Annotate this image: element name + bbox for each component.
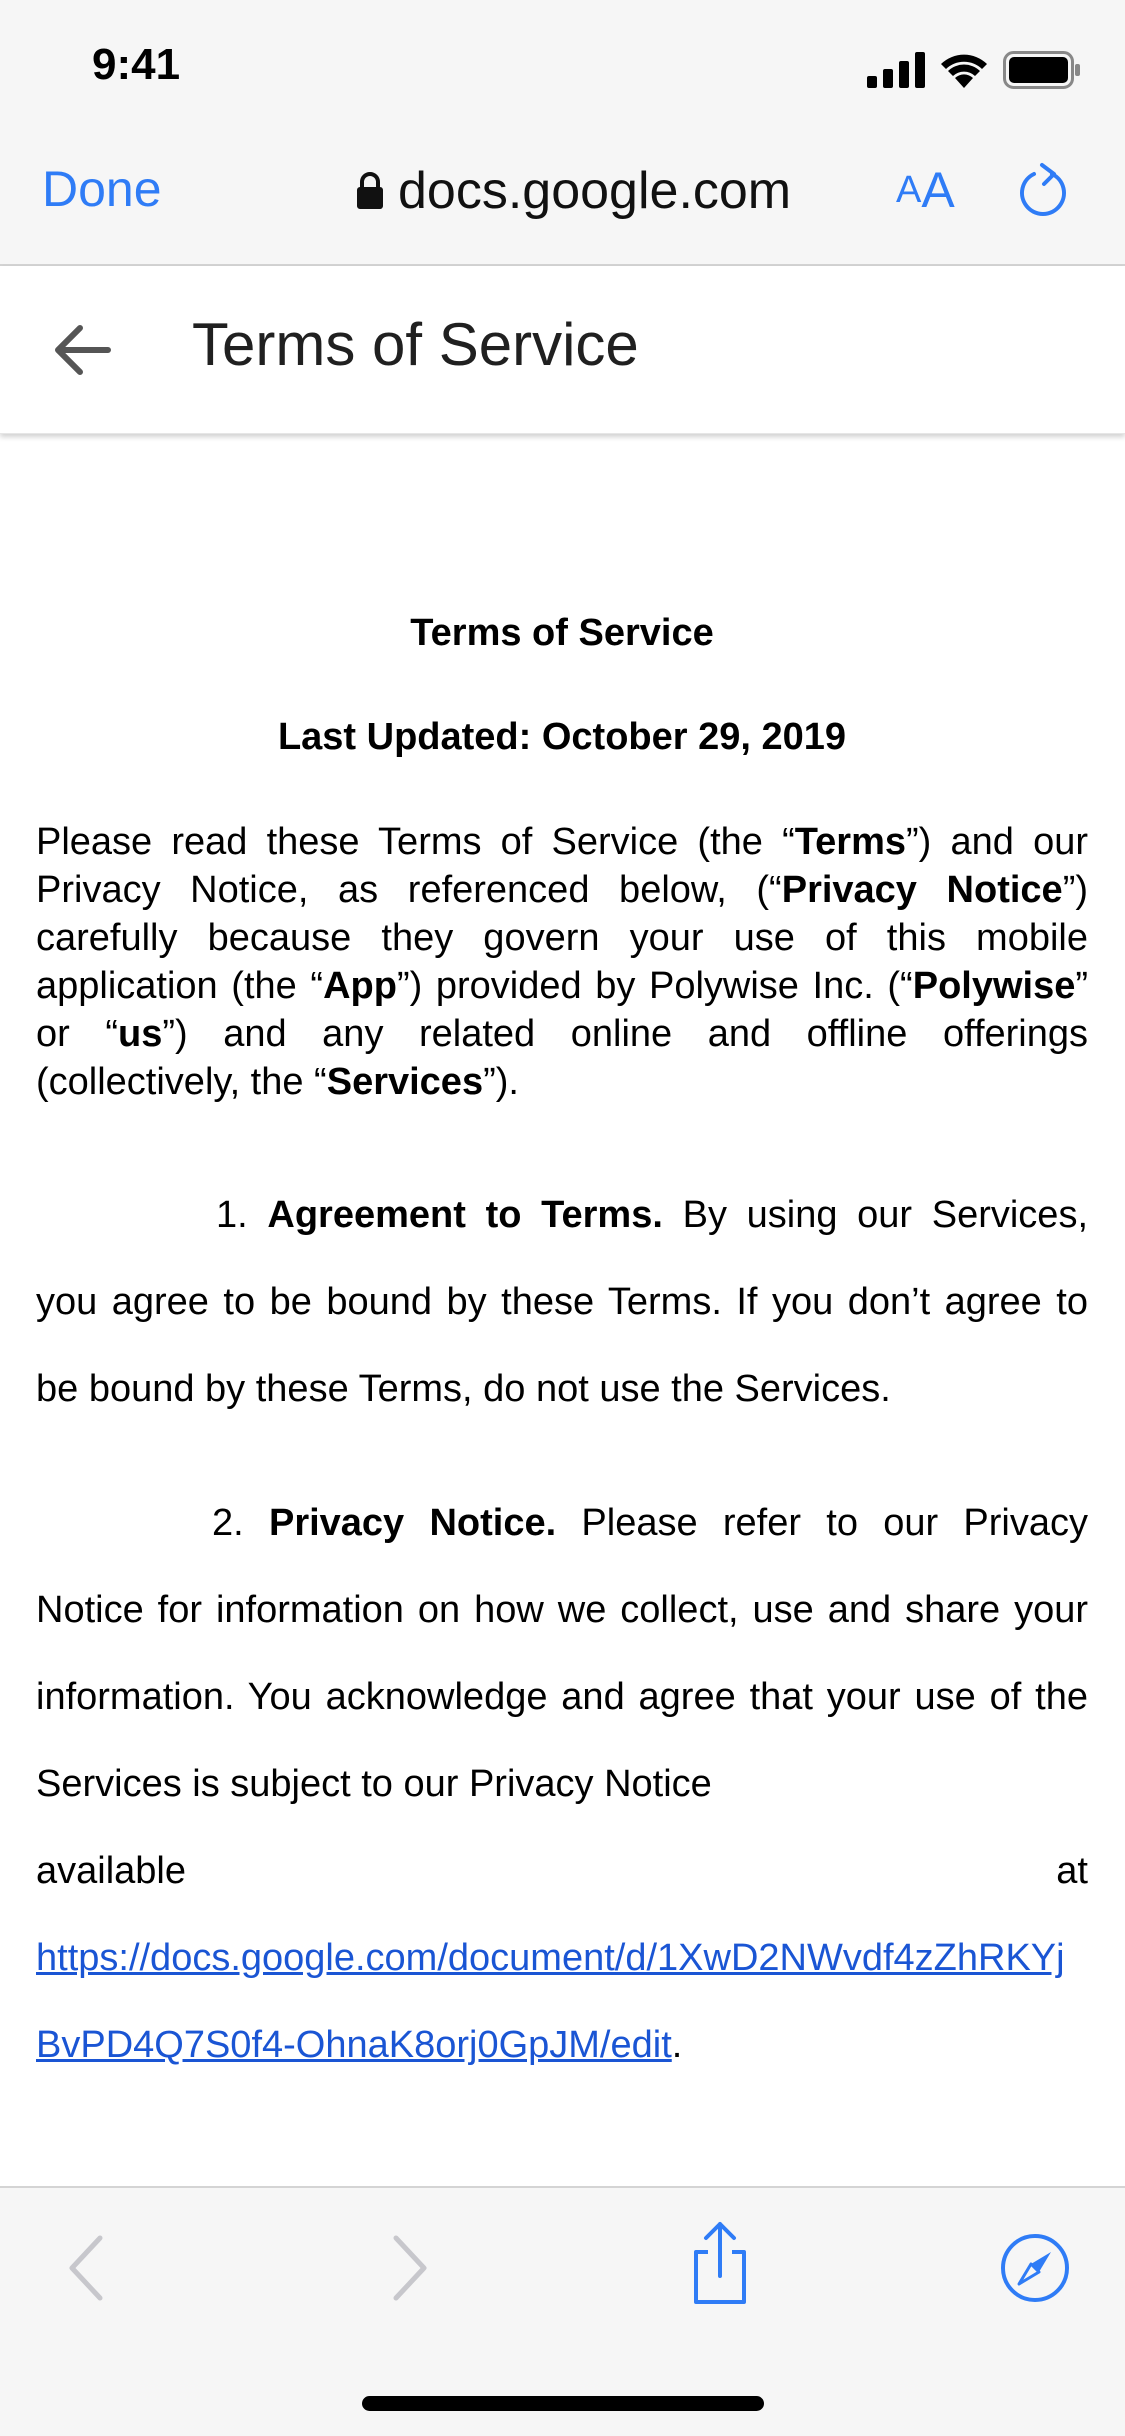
intro-text: ” or “ bbox=[36, 965, 1089, 1055]
link-period: . bbox=[671, 2024, 683, 2066]
status-time: 9:41 bbox=[92, 40, 181, 89]
at-word: at bbox=[1056, 1850, 1088, 1892]
section-number: 1. bbox=[216, 1194, 248, 1236]
back-button[interactable] bbox=[50, 314, 116, 386]
intro-text: ”) provided by Polywise Inc. (“ bbox=[396, 965, 913, 1007]
intro-text: ”) and any related online and offline offerings (collectively, the “ bbox=[36, 1013, 1088, 1103]
address-bar[interactable] bbox=[356, 156, 791, 226]
chevron-left-icon bbox=[48, 2228, 128, 2308]
section-number: 2. bbox=[212, 1502, 244, 1544]
browser-back-button[interactable] bbox=[48, 2228, 128, 2308]
browser-forward-button[interactable] bbox=[368, 2228, 448, 2308]
section-privacy-body bbox=[36, 1480, 1088, 1828]
intro-bold: Services bbox=[326, 1061, 484, 1103]
compass-icon bbox=[995, 2228, 1075, 2308]
url-text: docs.google.com bbox=[398, 162, 792, 220]
intro-bold: us bbox=[118, 1013, 163, 1055]
status-icons bbox=[867, 50, 1081, 90]
page-title: Terms of Service bbox=[192, 311, 639, 378]
share-icon bbox=[680, 2218, 760, 2308]
share-button[interactable] bbox=[680, 2218, 760, 2298]
section-agreement bbox=[36, 1172, 1088, 1433]
cellular-signal-icon bbox=[867, 52, 925, 88]
section-body: By using our Services, you agree to be bound by these Terms. If you don’t agree to be bound by these Terms, do not use the Services. bbox=[36, 1194, 1089, 1410]
lock-icon bbox=[356, 172, 384, 210]
status-bar bbox=[0, 0, 1125, 130]
privacy-notice-link[interactable]: https://docs.google.com/document/d/1XwD2NWvdf4zZhRKYjBvPD4Q7S0f4-OhnaK8orj0GpJM/edit bbox=[36, 1937, 1065, 2066]
intro-text: Please read these Terms of Service (the “ bbox=[36, 821, 795, 863]
intro-bold: Terms bbox=[794, 821, 906, 863]
section-heading: Agreement to Terms. bbox=[267, 1194, 663, 1236]
arrow-left-icon bbox=[50, 314, 116, 386]
intro-bold: App bbox=[323, 965, 397, 1007]
section-privacy bbox=[36, 1480, 1088, 2089]
privacy-link-line bbox=[36, 1915, 1088, 2089]
app-header bbox=[0, 266, 1125, 434]
text-size-small-label: A bbox=[896, 169, 922, 211]
wifi-icon bbox=[939, 52, 989, 88]
battery-icon bbox=[1003, 51, 1081, 89]
chevron-right-icon bbox=[368, 2228, 448, 2308]
available-at-line bbox=[36, 1828, 1088, 1915]
intro-text: ”). bbox=[483, 1061, 519, 1103]
text-size-large-label: A bbox=[921, 162, 955, 218]
browser-bar bbox=[0, 130, 1125, 266]
text-size-button[interactable] bbox=[896, 164, 955, 216]
reload-button[interactable] bbox=[1016, 162, 1072, 222]
section-heading: Privacy Notice. bbox=[268, 1502, 557, 1544]
bookmarks-compass-button[interactable] bbox=[995, 2228, 1075, 2308]
intro-text: ”) carefully because they govern your use of this mobile application (the “ bbox=[36, 869, 1088, 1007]
done-button[interactable]: Done bbox=[42, 161, 162, 217]
intro-text: ”) and our Privacy Notice, as referenced below, (“ bbox=[36, 821, 1088, 911]
home-indicator[interactable] bbox=[362, 2396, 764, 2411]
document-title: Terms of Service bbox=[410, 612, 714, 654]
intro-bold: Polywise bbox=[912, 965, 1076, 1007]
last-updated: Last Updated: October 29, 2019 bbox=[277, 716, 847, 758]
reload-icon bbox=[1016, 162, 1072, 222]
section-body: Please refer to our Privacy Notice for information on how we collect, use and share your information. You acknowledge and agree that your use of the Services is subject to our Privacy Notice bbox=[36, 1502, 1088, 1805]
available-word: available bbox=[36, 1850, 186, 1892]
intro-paragraph bbox=[36, 818, 1088, 1106]
intro-bold: Privacy Notice bbox=[781, 869, 1063, 911]
